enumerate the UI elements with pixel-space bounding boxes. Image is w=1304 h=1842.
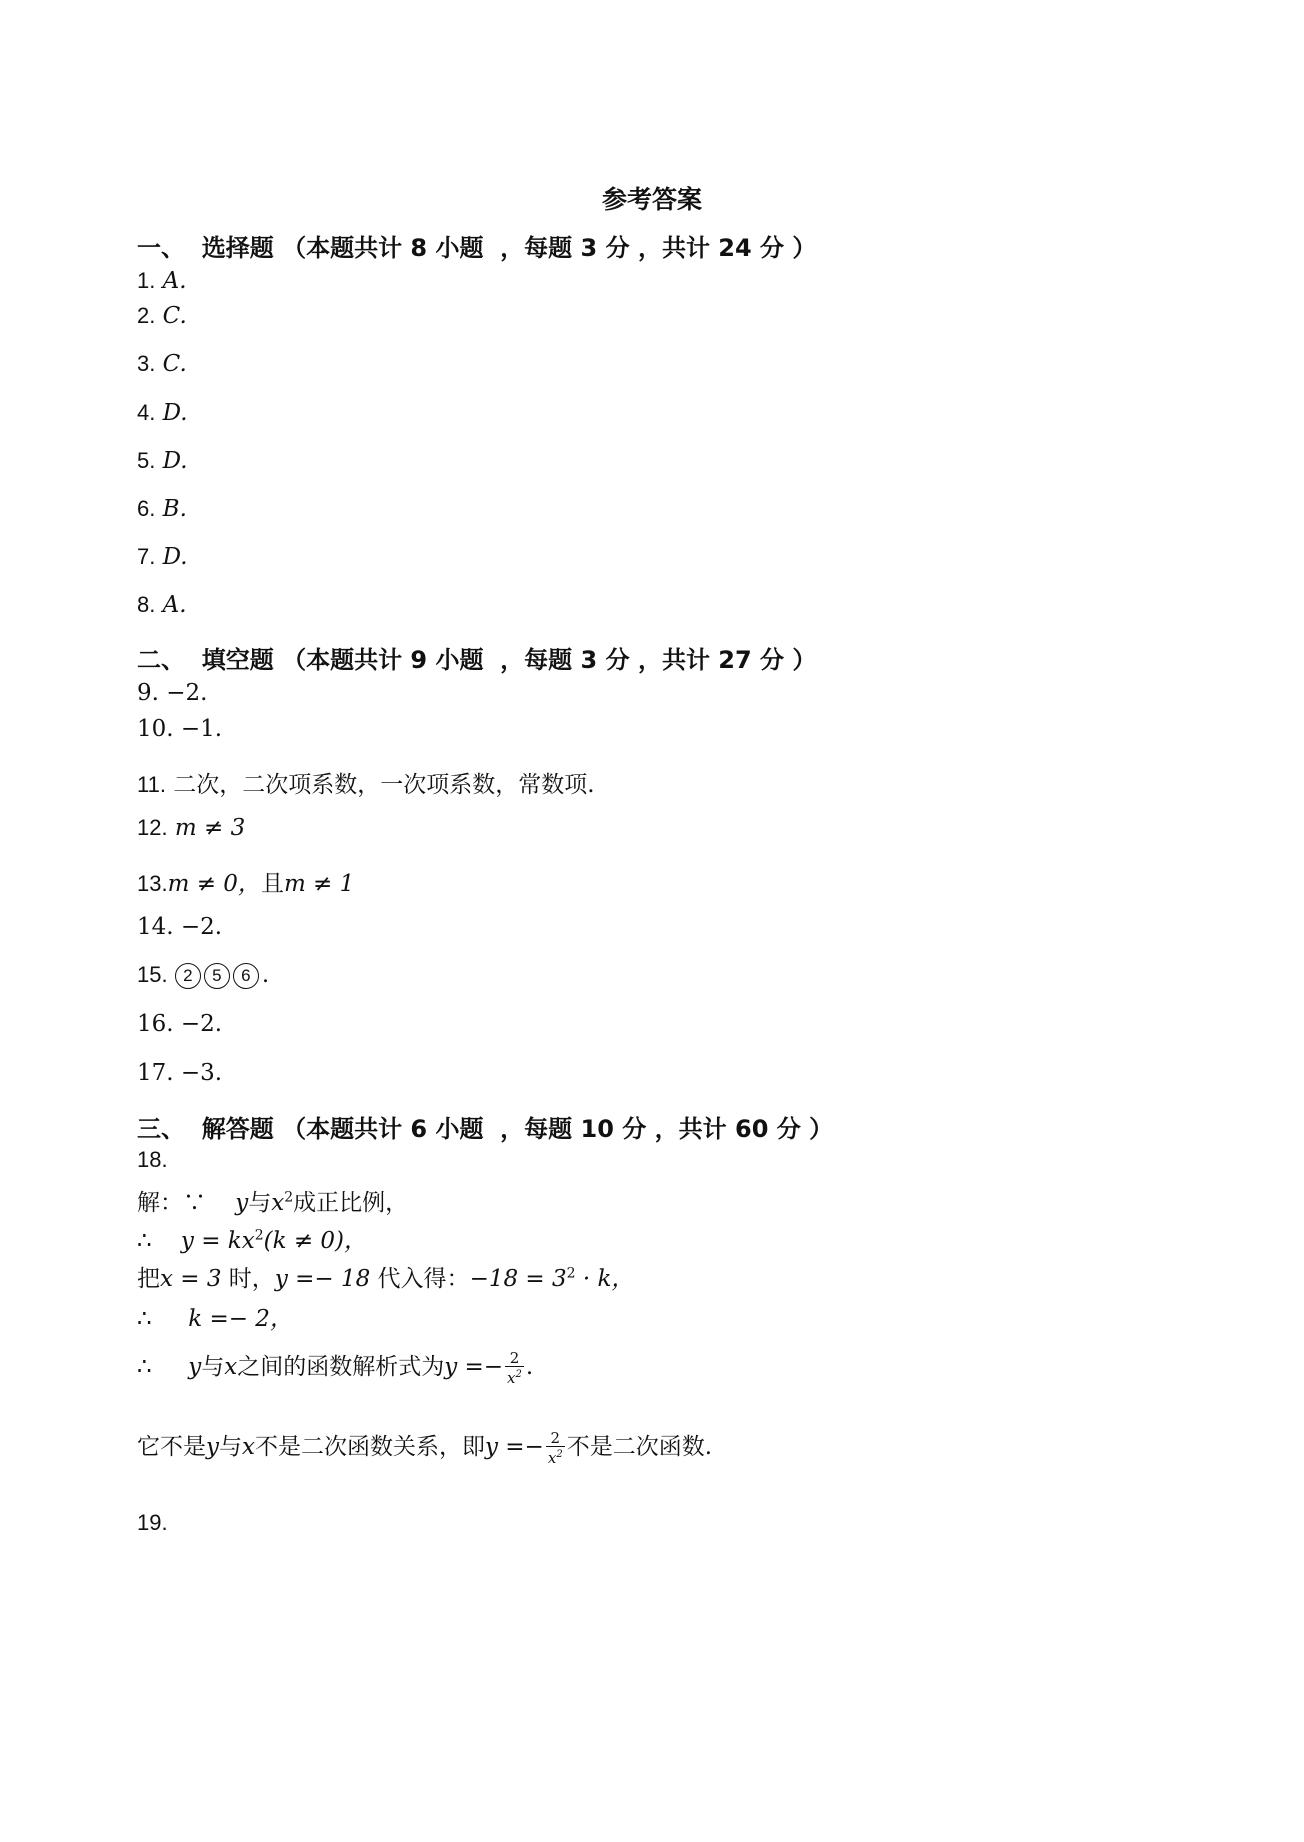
- answer-14: 14. −2.: [137, 914, 223, 940]
- answer-17: 17. −3.: [137, 1060, 223, 1086]
- solution-line-4: ∴ k =− 2，: [137, 1306, 293, 1332]
- answer-6: 6. B.: [137, 496, 187, 522]
- solution-line-6: 它不是y与x不是二次函数关系，即y =− $\frac{2}{x^2}$ 不是二次函数.: [137, 1429, 712, 1467]
- circled-number: 6: [233, 963, 259, 989]
- solution-line-1: 解：∵ y与$x^2$成正比例，: [137, 1189, 409, 1216]
- answer-11: 11. 二次，二次项系数，一次项系数，常数项.: [137, 772, 595, 798]
- answer-9: 9. −2.: [137, 680, 208, 706]
- circled-number: 2: [175, 963, 201, 989]
- solution-line-2: ∴ $y = kx^2(k \ne 0)$，: [137, 1227, 368, 1254]
- circled-number: 5: [204, 963, 230, 989]
- fraction: $\frac{2}{x^2}$: [547, 1429, 563, 1467]
- solution-line-3: 把x = 3 时，y =− 18 代入得：$-18 = 3^2 \cdot k$，: [137, 1265, 635, 1292]
- section-header-solution: 三、 解答题 （本题共计 6 小题 ，每题 10 分 ，共计 60 分 ）: [137, 1115, 834, 1143]
- answer-7: 7. D.: [137, 544, 188, 570]
- answer-5: 5. D.: [137, 448, 188, 474]
- answer-10: 10. −1.: [137, 716, 223, 742]
- page-title: 参考答案: [601, 185, 702, 214]
- answer-16: 16. −2.: [137, 1011, 223, 1037]
- solution-line-5: ∴ y与x之间的函数解析式为y =− $\frac{2}{x^2}$ .: [137, 1349, 534, 1387]
- question-19-number: 19.: [137, 1510, 168, 1535]
- answer-1: 1. A.: [137, 268, 187, 294]
- answer-8: 8. A.: [137, 592, 187, 618]
- answer-15: 15. 2 5 6 .: [137, 962, 270, 988]
- section-header-choice: 一、 选择题 （本题共计 8 小题 ，每题 3 分 ，共计 24 分 ）: [137, 234, 817, 262]
- answer-4: 4. D.: [137, 400, 188, 426]
- answer-13: 13.m ≠ 0，且m ≠ 1: [137, 871, 355, 897]
- fraction: $\frac{2}{x^2}$: [507, 1349, 522, 1387]
- section-header-fill: 二、 填空题 （本题共计 9 小题 ，每题 3 分 ，共计 27 分 ）: [137, 646, 817, 674]
- answer-2: 2. C.: [137, 303, 187, 329]
- answer-12: 12. m ≠ 3: [137, 815, 246, 841]
- answer-3: 3. C.: [137, 351, 187, 377]
- question-18-number: 18.: [137, 1147, 168, 1172]
